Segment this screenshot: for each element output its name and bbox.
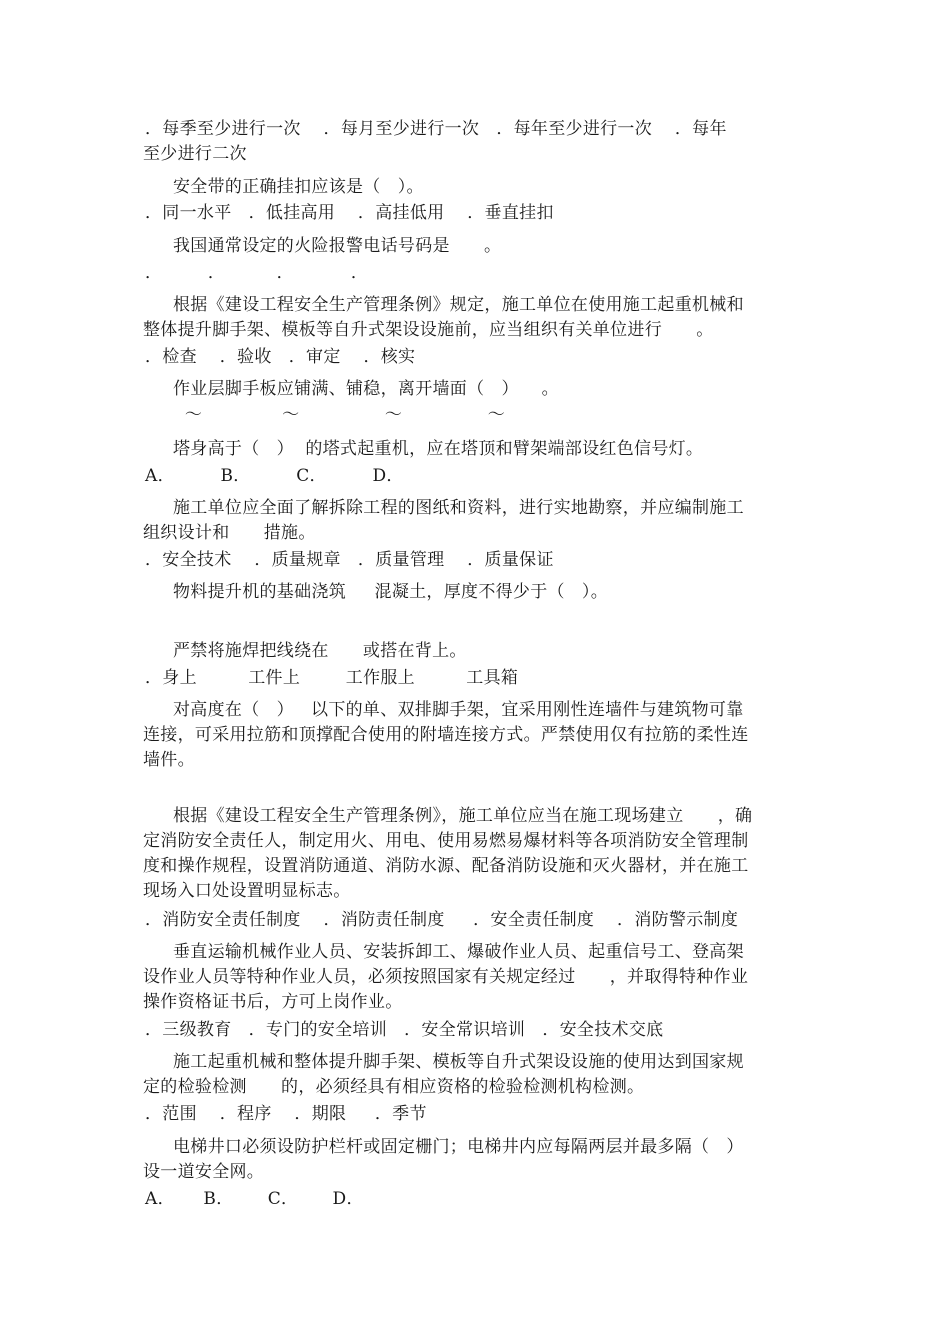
text-line: ．安全技术 ．质量规章 ．质量管理 ．质量保证 (145, 550, 554, 570)
text-line: 施工起重机械和整体提升脚手架、模板等自升式架设设施的使用达到国家规 (173, 1052, 744, 1072)
text-line: ．身上 工件上 工作服上 工具箱 (145, 668, 519, 688)
text-line: 设作业人员等特种作业人员，必须按照国家有关规定经过 ，并取得特种作业 (143, 967, 749, 987)
text-line: ．范围 ．程序 ．期限 ．季节 (145, 1104, 427, 1124)
text-line: 对高度在（ ） 以下的单、双排脚手架，宜采用刚性连墙件与建筑物可靠 (173, 700, 744, 720)
text-line: 安全带的正确挂扣应该是（ ）。 (173, 177, 424, 197)
text-line: 设一道安全网。 (143, 1162, 265, 1182)
text-line: ．检查 ．验收 ．审定 ．核实 (145, 347, 416, 367)
text-line: ．每季至少进行一次 ．每月至少进行一次 ．每年至少进行一次 ．每年 (145, 119, 727, 139)
text-line: 定的检验检测 的，必须经具有相应资格的检验检测机构检测。 (143, 1077, 645, 1097)
text-line: 根据《建设工程安全生产管理条例》规定，施工单位在使用施工起重机械和 (173, 295, 744, 315)
text-line: 施工单位应全面了解拆除工程的图纸和资料，进行实地勘察，并应编制施工 (173, 498, 744, 518)
text-line: 根据《建设工程安全生产管理条例》，施工单位应当在施工现场建立 ，确 (173, 806, 753, 826)
text-line: 作业层脚手板应铺满、铺稳，离开墙面（ ） 。 (173, 379, 559, 399)
text-line: 垂直运输机械作业人员、安装拆卸工、爆破作业人员、起重信号工、登高架 (173, 942, 744, 962)
text-line: ．消防安全责任制度 ．消防责任制度 ．安全责任制度 ．消防警示制度 (145, 910, 739, 930)
text-line: 塔身高于（ ） 的塔式起重机，应在塔顶和臂架端部设红色信号灯。 (173, 439, 704, 459)
text-line: ～ ～ ～ ～ (145, 405, 506, 425)
text-line: 至少进行二次 (143, 144, 247, 164)
text-line: A． B． C． D． (145, 466, 404, 486)
text-line: ．同一水平 ．低挂高用 ．高挂低用 ．垂直挂扣 (145, 203, 554, 223)
text-line: 度和操作规程，设置消防通道、消防水源、配备消防设施和灭火器材，并在施工 (143, 856, 749, 876)
text-line: 定消防安全责任人，制定用火、用电、使用易燃易爆材料等各项消防安全管理制 (143, 831, 749, 851)
text-line: 现场入口处设置明显标志。 (143, 881, 351, 901)
text-line: 组织设计和 措施。 (143, 523, 316, 543)
text-line: 连接，可采用拉筋和顶撑配合使用的附墙连接方式。严禁使用仅有拉筋的柔性连 (143, 725, 749, 745)
text-line: ．三级教育 ．专门的安全培训 ．安全常识培训 ．安全技术交底 (145, 1020, 664, 1040)
text-line: 墙件。 (143, 750, 195, 770)
text-line: ． ． ． ． (145, 263, 369, 283)
text-line: 操作资格证书后，方可上岗作业。 (143, 992, 403, 1012)
text-line: A． B． C． D． (145, 1189, 364, 1209)
text-line: 整体提升脚手架、模板等自升式架设设施前，应当组织有关单位进行 。 (143, 320, 714, 340)
text-line: 我国通常设定的火险报警电话号码是 。 (173, 236, 502, 256)
text-line: 电梯井口必须设防护栏杆或固定栅门；电梯井内应每隔两层并最多隔（ ） (173, 1137, 744, 1157)
text-line: 物料提升机的基础浇筑 混凝土，厚度不得少于（ ）。 (173, 582, 609, 602)
text-line: 严禁将施焊把线绕在 或搭在背上。 (173, 641, 467, 661)
